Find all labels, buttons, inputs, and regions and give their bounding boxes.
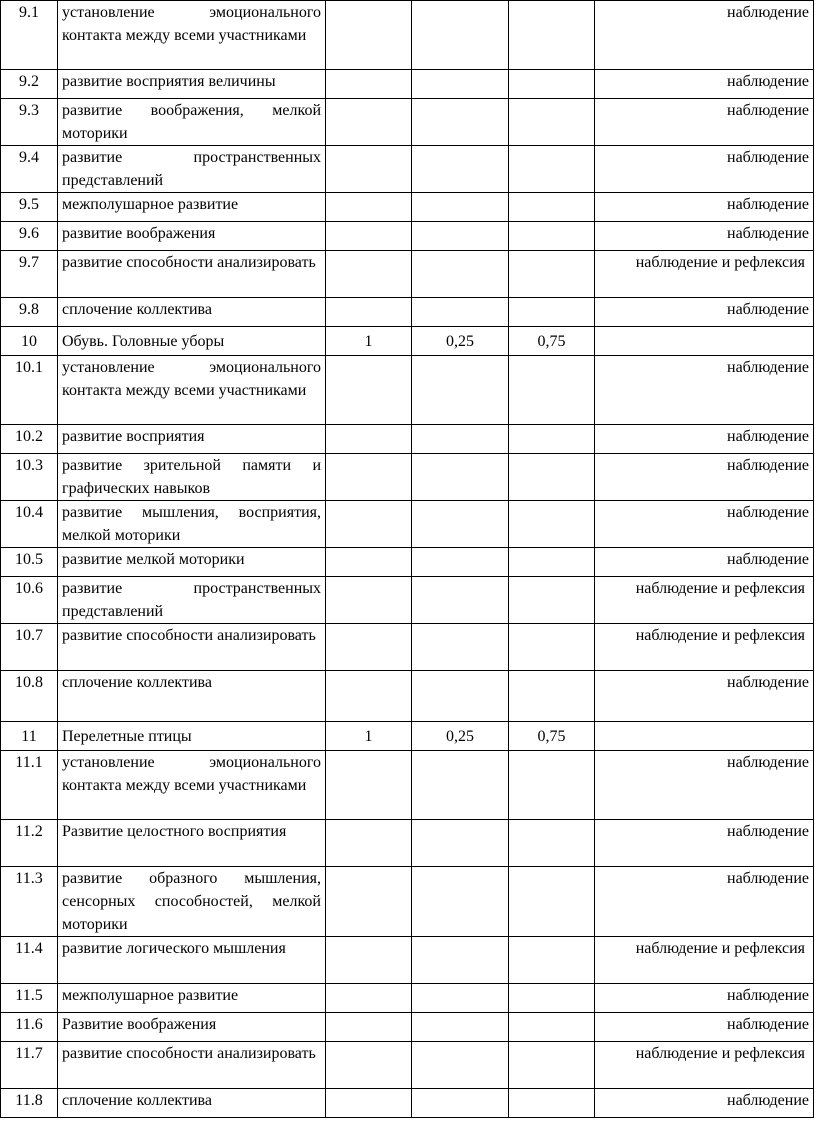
theory-hours-cell: [412, 454, 509, 501]
practice-hours-cell: [509, 501, 595, 548]
table-row: [1, 70, 814, 99]
control-form-cell: наблюдение: [595, 984, 814, 1013]
topic-cell: Развитие целостного восприятия: [58, 820, 326, 867]
practice-hours-cell: [509, 99, 595, 146]
table-row: [1, 984, 814, 1013]
practice-hours-cell: [509, 146, 595, 193]
topic-cell: развитие восприятия величины: [58, 70, 326, 99]
topic-cell: развитие зрительной памяти и графических навыков: [58, 454, 326, 501]
topic-cell: развитие пространственных представлений: [58, 577, 326, 624]
topic-cell: Перелетные птицы: [58, 722, 326, 751]
theory-hours-cell: [412, 501, 509, 548]
topic-cell: сплочение коллектива: [58, 1089, 326, 1118]
total-hours-cell: [326, 425, 412, 454]
theory-hours-cell: [412, 70, 509, 99]
topic-cell: развитие способности анализировать: [58, 1042, 326, 1089]
total-hours-cell: [326, 501, 412, 548]
table-row: [1, 425, 814, 454]
practice-hours-cell: [509, 1089, 595, 1118]
table-row: [1, 820, 814, 867]
row-number: 10.6: [1, 577, 58, 624]
theory-hours-cell: [412, 671, 509, 722]
theory-hours-cell: [412, 548, 509, 577]
theory-hours-cell: [412, 624, 509, 671]
practice-hours-cell: [509, 624, 595, 671]
topic-cell: сплочение коллектива: [58, 298, 326, 327]
topic-cell: развитие мышления, восприятия, мелкой моторики: [58, 501, 326, 548]
row-number: 11.8: [1, 1089, 58, 1118]
total-hours-cell: [326, 671, 412, 722]
control-form-cell: [595, 722, 814, 751]
total-hours-cell: [326, 146, 412, 193]
theory-hours-cell: [412, 99, 509, 146]
control-form-cell: [595, 327, 814, 356]
theory-hours-cell: [412, 820, 509, 867]
total-hours-cell: [326, 577, 412, 624]
theory-hours-cell: [412, 577, 509, 624]
total-hours-cell: [326, 820, 412, 867]
control-form-cell: наблюдение: [595, 1013, 814, 1042]
table-row: [1, 99, 814, 146]
control-form-cell: наблюдение и рефлексия: [595, 577, 814, 624]
control-form-cell: наблюдение и рефлексия: [595, 251, 814, 298]
total-hours-cell: [326, 70, 412, 99]
control-form-cell: наблюдение: [595, 751, 814, 820]
row-number: 9.6: [1, 222, 58, 251]
control-form-cell: наблюдение: [595, 1089, 814, 1118]
practice-hours-cell: [509, 222, 595, 251]
practice-hours-cell: 0,75: [509, 722, 595, 751]
topic-cell: Развитие воображения: [58, 1013, 326, 1042]
total-hours-cell: [326, 1042, 412, 1089]
section-row: [1, 327, 814, 356]
control-form-cell: наблюдение: [595, 867, 814, 937]
practice-hours-cell: 0,75: [509, 327, 595, 356]
row-number: 10.4: [1, 501, 58, 548]
table-row: [1, 548, 814, 577]
table-row: [1, 751, 814, 820]
row-number: 10.5: [1, 548, 58, 577]
total-hours-cell: [326, 193, 412, 222]
control-form-cell: наблюдение: [595, 548, 814, 577]
theory-hours-cell: [412, 1042, 509, 1089]
row-number: 9.8: [1, 298, 58, 327]
theory-hours-cell: [412, 425, 509, 454]
table-row: [1, 577, 814, 624]
theory-hours-cell: [412, 1013, 509, 1042]
table-row: [1, 501, 814, 548]
control-form-cell: наблюдение: [595, 820, 814, 867]
practice-hours-cell: [509, 425, 595, 454]
total-hours-cell: [326, 548, 412, 577]
total-hours-cell: [326, 1013, 412, 1042]
row-number: 10.8: [1, 671, 58, 722]
row-number: 11.5: [1, 984, 58, 1013]
topic-cell: развитие способности анализировать: [58, 624, 326, 671]
row-number: 10.1: [1, 356, 58, 425]
practice-hours-cell: [509, 251, 595, 298]
topic-cell: развитие пространственных представлений: [58, 146, 326, 193]
theory-hours-cell: [412, 356, 509, 425]
row-number: 9.2: [1, 70, 58, 99]
total-hours-cell: [326, 984, 412, 1013]
table-row: [1, 454, 814, 501]
control-form-cell: наблюдение: [595, 99, 814, 146]
theory-hours-cell: [412, 1089, 509, 1118]
practice-hours-cell: [509, 70, 595, 99]
table-row: [1, 356, 814, 425]
topic-cell: развитие воображения: [58, 222, 326, 251]
practice-hours-cell: [509, 751, 595, 820]
table-row: [1, 624, 814, 671]
practice-hours-cell: [509, 867, 595, 937]
theory-hours-cell: [412, 1, 509, 70]
topic-cell: развитие логического мышления: [58, 937, 326, 984]
total-hours-cell: [326, 99, 412, 146]
row-number: 11.1: [1, 751, 58, 820]
table-row: [1, 298, 814, 327]
row-number: 9.3: [1, 99, 58, 146]
row-number: 11.2: [1, 820, 58, 867]
control-form-cell: наблюдение: [595, 146, 814, 193]
topic-cell: межполушарное развитие: [58, 193, 326, 222]
total-hours-cell: [326, 251, 412, 298]
practice-hours-cell: [509, 1, 595, 70]
control-form-cell: наблюдение: [595, 222, 814, 251]
row-number: 9.4: [1, 146, 58, 193]
row-number: 11.6: [1, 1013, 58, 1042]
total-hours-cell: [326, 298, 412, 327]
table-row: [1, 193, 814, 222]
control-form-cell: наблюдение: [595, 70, 814, 99]
control-form-cell: наблюдение и рефлексия: [595, 624, 814, 671]
practice-hours-cell: [509, 356, 595, 425]
theory-hours-cell: [412, 751, 509, 820]
theory-hours-cell: [412, 146, 509, 193]
practice-hours-cell: [509, 548, 595, 577]
theory-hours-cell: 0,25: [412, 722, 509, 751]
topic-cell: установление эмоционального контакта между всеми участниками: [58, 356, 326, 425]
theory-hours-cell: [412, 251, 509, 298]
total-hours-cell: [326, 867, 412, 937]
topic-cell: развитие образного мышления, сенсорных способностей, мелкой моторики: [58, 867, 326, 937]
practice-hours-cell: [509, 1013, 595, 1042]
topic-cell: установление эмоционального контакта между всеми участниками: [58, 1, 326, 70]
row-number: 11.3: [1, 867, 58, 937]
practice-hours-cell: [509, 1042, 595, 1089]
control-form-cell: наблюдение: [595, 425, 814, 454]
practice-hours-cell: [509, 577, 595, 624]
topic-cell: развитие мелкой моторики: [58, 548, 326, 577]
total-hours-cell: [326, 624, 412, 671]
control-form-cell: наблюдение: [595, 501, 814, 548]
control-form-cell: наблюдение и рефлексия: [595, 1042, 814, 1089]
topic-cell: межполушарное развитие: [58, 984, 326, 1013]
theory-hours-cell: [412, 193, 509, 222]
practice-hours-cell: [509, 937, 595, 984]
table-row: [1, 1089, 814, 1118]
practice-hours-cell: [509, 298, 595, 327]
table-row: [1, 1042, 814, 1089]
theory-hours-cell: [412, 937, 509, 984]
theory-hours-cell: [412, 867, 509, 937]
row-number: 10.7: [1, 624, 58, 671]
row-number: 9.1: [1, 1, 58, 70]
total-hours-cell: 1: [326, 722, 412, 751]
table-row: [1, 146, 814, 193]
table-row: [1, 1013, 814, 1042]
theory-hours-cell: [412, 298, 509, 327]
control-form-cell: наблюдение: [595, 671, 814, 722]
curriculum-table-body: [1, 1, 814, 1118]
row-number: 11.7: [1, 1042, 58, 1089]
table-row: [1, 671, 814, 722]
table-row: [1, 1, 814, 70]
table-row: [1, 867, 814, 937]
topic-cell: развитие способности анализировать: [58, 251, 326, 298]
control-form-cell: наблюдение: [595, 454, 814, 501]
table-row: [1, 937, 814, 984]
control-form-cell: наблюдение: [595, 1, 814, 70]
total-hours-cell: [326, 356, 412, 425]
total-hours-cell: [326, 937, 412, 984]
row-number: 10.2: [1, 425, 58, 454]
topic-cell: развитие восприятия: [58, 425, 326, 454]
total-hours-cell: [326, 454, 412, 501]
practice-hours-cell: [509, 984, 595, 1013]
total-hours-cell: [326, 1089, 412, 1118]
control-form-cell: наблюдение: [595, 193, 814, 222]
topic-cell: развитие воображения, мелкой моторики: [58, 99, 326, 146]
practice-hours-cell: [509, 671, 595, 722]
topic-cell: сплочение коллектива: [58, 671, 326, 722]
practice-hours-cell: [509, 193, 595, 222]
table-row: [1, 251, 814, 298]
total-hours-cell: [326, 222, 412, 251]
theory-hours-cell: [412, 984, 509, 1013]
row-number: 9.5: [1, 193, 58, 222]
total-hours-cell: [326, 751, 412, 820]
row-number: 11.4: [1, 937, 58, 984]
row-number: 10: [1, 327, 58, 356]
table-row: [1, 222, 814, 251]
row-number: 10.3: [1, 454, 58, 501]
row-number: 9.7: [1, 251, 58, 298]
control-form-cell: наблюдение и рефлексия: [595, 937, 814, 984]
practice-hours-cell: [509, 454, 595, 501]
theory-hours-cell: [412, 222, 509, 251]
control-form-cell: наблюдение: [595, 356, 814, 425]
theory-hours-cell: 0,25: [412, 327, 509, 356]
section-row: [1, 722, 814, 751]
row-number: 11: [1, 722, 58, 751]
control-form-cell: наблюдение: [595, 298, 814, 327]
total-hours-cell: [326, 1, 412, 70]
total-hours-cell: 1: [326, 327, 412, 356]
practice-hours-cell: [509, 820, 595, 867]
topic-cell: Обувь. Головные уборы: [58, 327, 326, 356]
topic-cell: установление эмоционального контакта между всеми участниками: [58, 751, 326, 820]
